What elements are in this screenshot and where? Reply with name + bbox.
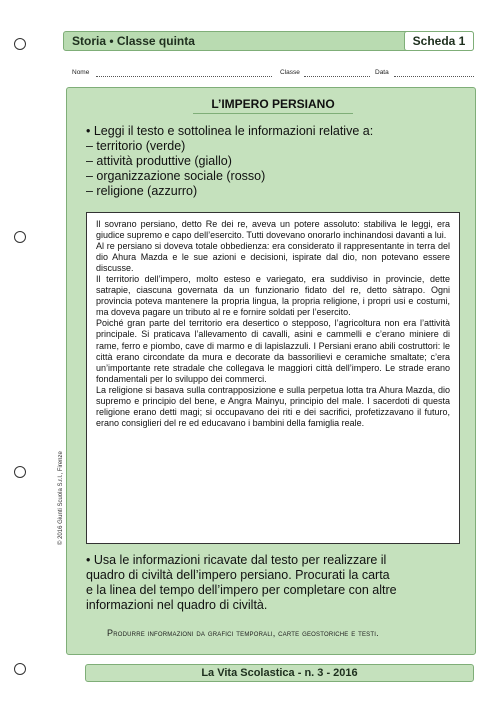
text-paragraph: Al re persiano si doveva totale obbedienza: era considerato il rappresentante in terra del dio Ahura Mazda e le sue azioni e decisioni, ispirate dal dio, non potevano essere discusse. <box>96 241 450 274</box>
instruction-line: – attività produttive (giallo) <box>86 154 232 168</box>
name-field[interactable] <box>96 76 272 77</box>
binder-hole <box>14 663 26 675</box>
copyright-note: © 2016 Giunti Scuola S.r.l., Firenze <box>58 451 64 545</box>
name-label: Nome <box>72 69 90 76</box>
instruction-line: • Usa le informazioni ricavate dal testo per realizzare il <box>86 553 387 567</box>
subject-title: Storia • Classe quinta <box>72 34 195 48</box>
instruction-line: e la linea del tempo dell’impero per completare con altre <box>86 583 397 597</box>
instruction-list <box>86 124 373 199</box>
class-field[interactable] <box>304 76 370 77</box>
footer-bar: La Vita Scolastica - n. 3 - 2016 <box>85 664 474 682</box>
binder-hole <box>14 38 26 50</box>
instruction-line: – organizzazione sociale (rosso) <box>86 169 266 183</box>
reading-text-box <box>86 212 460 544</box>
class-label: Classe <box>280 69 300 76</box>
student-fields <box>72 69 474 79</box>
instruction-line: • Leggi il testo e sottolinea le informazioni relative a: <box>86 124 374 138</box>
date-label: Data <box>375 69 389 76</box>
instruction-line: informazioni nel quadro di civiltà. <box>86 598 268 612</box>
date-field[interactable] <box>394 76 474 77</box>
second-instruction <box>86 553 472 613</box>
binder-hole <box>14 231 26 243</box>
text-paragraph: Il territorio dell’impero, molto esteso e variegato, era suddiviso in provincie, dette satrapie, ciascuna governata da un funzionario fidato del re, detto sàtrapo. Ogni provincia poteva mantenere la propria lingua, la propria religione, i propri usi e costumi, ma doveva pagare un tributo al re e fornire soldati per l’esercito. <box>96 274 450 318</box>
text-paragraph: Poiché gran parte del territorio era desertico o stepposo, l’agricoltura non era l’attività principale. Si praticava l’allevamento di cavalli, asini e cammelli e c’erano miniere di rame, ferro e piombo, cave di marmo e di lapislazzuli. I Persiani erano abili costruttori: le città erano circondate da mura e decorate da bassorilievi e ceramiche smaltate; c’era un’importante rete stradale che collegava le maggiori città dell’impero. Le strade erano fondamentali per lo sviluppo dei commerci. <box>96 318 450 384</box>
instruction-line: – territorio (verde) <box>86 139 186 153</box>
worksheet-title: L’IMPERO PERSIANO <box>193 97 353 114</box>
instruction-line: quadro di civiltà dell’impero persiano. Procurati la carta <box>86 568 390 582</box>
binder-hole <box>14 466 26 478</box>
instruction-line: – religione (azzurro) <box>86 184 198 198</box>
text-paragraph: La religione si basava sulla contrapposizione e sulla perpetua lotta tra Ahura Mazda, dio supremo e principio del bene, e Angra Mainyu, principio del male. I sacerdoti di questa religione erano detti magi; si occupavano dei riti e dei sacrifici, profetizzavano il futuro, erano consiglieri del re ed educavano i bambini della famiglia reale. <box>96 384 450 428</box>
text-paragraph: Il sovrano persiano, detto Re dei re, aveva un potere assoluto: stabiliva le leggi, era giudice supremo e capo dell’esercito. Tutti dovevano onorarlo inchinandosi davanti a lui. <box>96 219 450 241</box>
scheda-label: Scheda 1 <box>404 31 474 51</box>
learning-objective: Produrre informazioni da grafici temporali, carte geostoriche e testi. <box>107 628 379 638</box>
